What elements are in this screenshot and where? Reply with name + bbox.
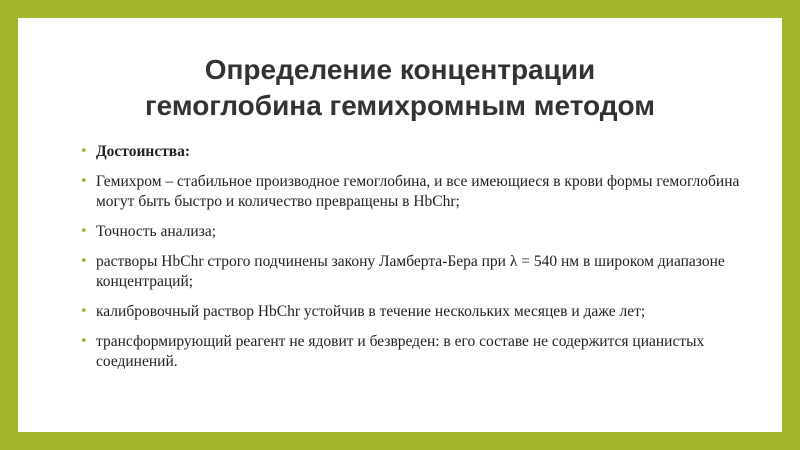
bullet-text: Гемихром – стабильное производное гемоглобина, и все имеющиеся в крови формы гемоглобина могут быть быстро и количество превращены в HbChr;: [96, 173, 740, 210]
slide: [18, 18, 782, 432]
bullet-item-calibration: [80, 302, 740, 322]
bullet-dot-icon: •: [80, 174, 88, 189]
bullet-dot-icon: •: [80, 304, 88, 319]
bullet-dot-icon: •: [80, 144, 88, 159]
bullet-item-advantages: [80, 142, 740, 162]
bullet-item-accuracy: [80, 222, 740, 242]
bullet-text: Достоинства:: [96, 143, 191, 160]
bullet-item-reagent: [80, 332, 740, 372]
bullet-item-hemichrome: [80, 172, 740, 212]
bullet-list: [80, 142, 740, 382]
bullet-text: растворы HbChr строго подчинены закону Ламберта-Бера при λ = 540 нм в широком диапазоне концентраций;: [96, 253, 725, 290]
bullet-dot-icon: •: [80, 254, 88, 269]
bullet-dot-icon: •: [80, 334, 88, 349]
bullet-text: трансформирующий реагент не ядовит и безвреден: в его составе не содержится цианистых соединений.: [96, 333, 705, 370]
slide-title-line-1: Определение концентрации: [204, 54, 596, 85]
bullet-text: калибровочный раствор HbChr устойчив в течение нескольких месяцев и даже лет;: [96, 303, 646, 320]
slide-title-line-2: гемоглобина гемихромным методом: [144, 90, 655, 121]
bullet-text: Точность анализа;: [96, 223, 217, 240]
bullet-item-beer-lambert: [80, 252, 740, 292]
slide-title: [18, 52, 782, 124]
bullet-dot-icon: •: [80, 224, 88, 239]
